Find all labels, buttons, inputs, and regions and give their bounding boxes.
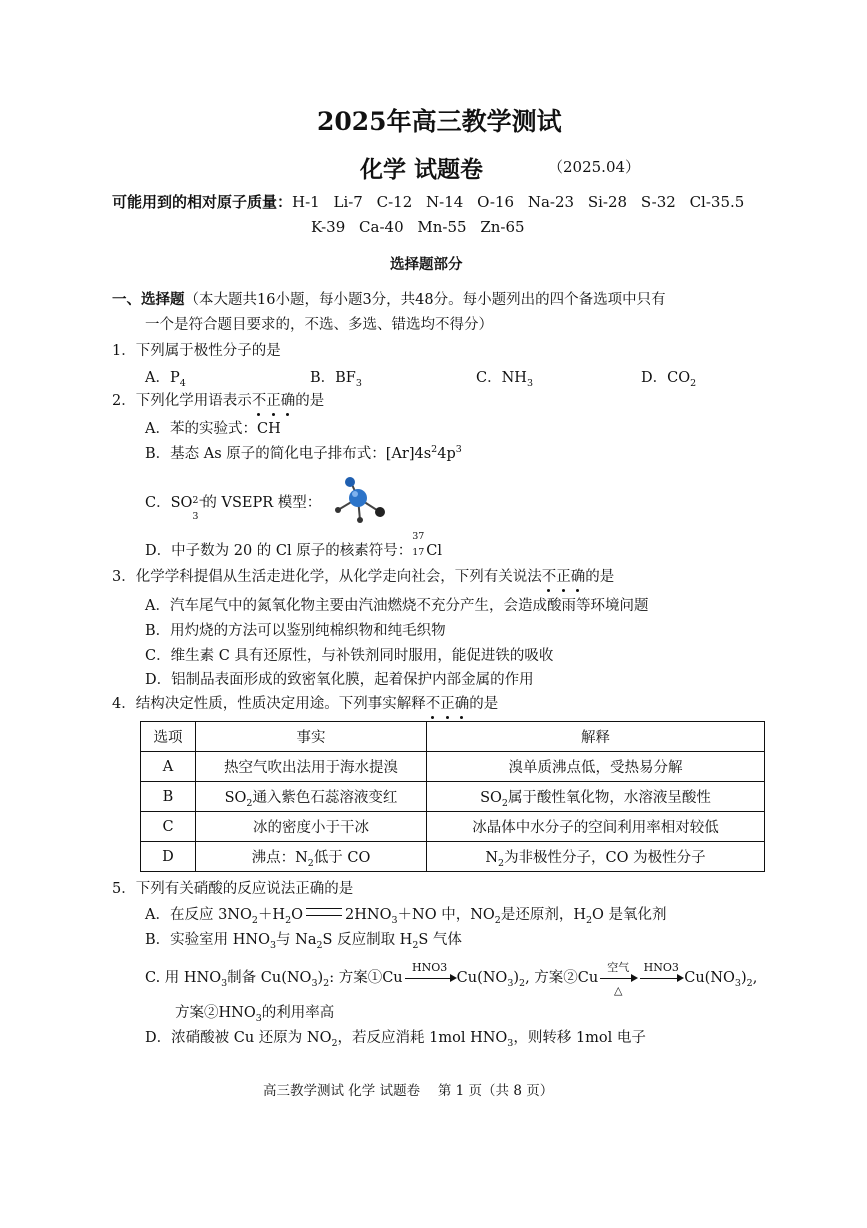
emphasis-char: 不 xyxy=(541,569,557,585)
q1-stem: 1．下列属于极性分子的是 xyxy=(112,343,281,359)
emphasis-char: 正 xyxy=(556,569,571,585)
q5-option-b: B．实验室用 $HNO_3$与 $Na_2S$ 反应制取 $H_2S$ 气体 xyxy=(145,932,462,951)
exam-date: （2025.04） xyxy=(548,158,641,176)
q1-option-a: A．$P_4$ xyxy=(145,370,186,389)
vsepr-model-image xyxy=(330,474,390,526)
section-heading: 一、选择题 xyxy=(112,291,185,308)
atomic-masses-row-1 xyxy=(112,192,744,212)
atomic-masses-label: 可能用到的相对原子质量： xyxy=(112,193,293,211)
table-cell: A xyxy=(141,752,196,782)
reaction-arrow: HNO3 xyxy=(403,972,457,986)
atomic-masses-row-2: K-39 Ca-40 Mn-55 Zn-65 xyxy=(311,218,525,236)
table-cell: $SO_2$通入紫色石蕊溶液变红 xyxy=(196,782,427,812)
section-heading-line-1 xyxy=(112,290,666,310)
q5-stem: 5．下列有关硝酸的反应说法正确的是 xyxy=(112,881,354,897)
table-cell: 冰晶体中水分子的空间利用率相对较低 xyxy=(427,812,765,842)
emphasis-char: 确 xyxy=(570,569,586,585)
section-instructions-2: 一个是符合题目要求的，不选、多选、错选均不得分） xyxy=(145,317,493,333)
q2-emphasis xyxy=(252,393,296,409)
part-title: 选择题部分 xyxy=(390,256,463,273)
table-cell: 冰的密度小于干冰 xyxy=(196,812,427,842)
table-cell: 沸点：$N_2$低于 CO xyxy=(196,842,427,872)
emphasis-char: 不 xyxy=(425,696,441,712)
table-header: 解释 xyxy=(427,722,765,752)
emphasis-char: 确 xyxy=(454,696,470,712)
table-header: 选项 xyxy=(141,722,196,752)
table-cell: 热空气吹出法用于海水提溴 xyxy=(196,752,427,782)
atomic-masses-list-1: H-1 Li-7 C-12 N-14 O-16 Na-23 Si-28 S-32 Cl-35.5 xyxy=(292,193,745,211)
q3-option-c: C．维生素 C 具有还原性，与补铁剂同时服用，能促进铁的吸收 xyxy=(145,648,554,664)
q3-stem: 3．化学学科提倡从生活走进化学，从化学走向社会，下列有关说法不正确的是 xyxy=(112,569,615,585)
q2-option-c: C．SO 2− 3 的 VSEPR 模型： xyxy=(145,495,322,522)
q1-option-c: C．$NH_3$ xyxy=(476,370,533,389)
q2-option-d: D．中子数为 20 的 Cl 原子的核素符号： 37 17 Cl xyxy=(145,531,442,559)
facts-table xyxy=(140,721,765,872)
table-cell: B xyxy=(141,782,196,812)
table-cell: C xyxy=(141,812,196,842)
q3-option-d: D．铝制品表面形成的致密氧化膜，起着保护内部金属的作用 xyxy=(145,672,534,688)
q4-stem: 4．结构决定性质，性质决定用途。下列事实解释不正确的是 xyxy=(112,696,499,712)
table-cell: $N_2$为非极性分子，CO 为极性分子 xyxy=(427,842,765,872)
emphasis-char: 确 xyxy=(280,393,296,409)
q1-option-b: B．$BF_3$ xyxy=(310,370,362,389)
q1-option-d: D．$CO_2$ xyxy=(641,370,697,389)
table-header: 事实 xyxy=(196,722,427,752)
table-row xyxy=(141,752,765,782)
table-cell: 溴单质沸点低，受热易分解 xyxy=(427,752,765,782)
q3-option-a: A．汽车尾气中的氮氧化物主要由汽油燃烧不充分产生，会造成酸雨等环境问题 xyxy=(145,598,649,614)
section-instructions-1: （本大题共16小题，每小题3分，共48分。每小题列出的四个备选项中只有 xyxy=(184,292,666,308)
q5-option-c: C. 用 $HNO_3$制备 $Cu(NO_3)_2$: 方案①Cu HNO3 $Cu(NO_3)_2$, 方案②Cu $\frac{\text{空气}}{\triangle}$ HNO3 $Cu(NO_3)_2$, xyxy=(145,961,758,997)
q2-option-a: A．苯的实验式：CH xyxy=(145,421,281,437)
emphasis-char: 正 xyxy=(266,393,281,409)
table-header-row xyxy=(141,722,765,752)
q5-option-a: A．在反应 $3NO_2+H_2O$ $2HNO_3+NO$ 中，$NO_2$是还原剂，$H_2O$ 是氧化剂 xyxy=(145,907,667,926)
emphasis-char: 正 xyxy=(440,696,455,712)
paper-subtitle: 化学 试题卷 xyxy=(360,156,484,183)
equals-sign xyxy=(306,908,342,916)
q3-option-b: B．用灼烧的方法可以鉴别纯棉织物和纯毛织物 xyxy=(145,623,446,639)
table-cell: D xyxy=(141,842,196,872)
table-row xyxy=(141,812,765,842)
table-row xyxy=(141,842,765,872)
page-footer: 高三教学测试 化学 试题卷 第 1 页（共 8 页） xyxy=(263,1083,554,1099)
q2-option-b: B．基态 As 原子的简化电子排布式：$[Ar]4s^24p^3$ xyxy=(145,444,462,462)
reaction-arrow: $\frac{\text{空气}}{\triangle}$ xyxy=(598,972,638,986)
q5-option-d: D．浓硝酸被 Cu 还原为 $NO_2$，若反应消耗 1mol $HNO_3$，则转移 1mol 电子 xyxy=(145,1030,646,1049)
table-cell: $SO_2$属于酸性氧化物，水溶液呈酸性 xyxy=(427,782,765,812)
q2-stem: 2．下列化学用语表示不正确的是 xyxy=(112,393,325,409)
table-row xyxy=(141,782,765,812)
exam-title: 2025年高三教学测试 xyxy=(317,107,562,136)
emphasis-char: 不 xyxy=(251,393,267,409)
reaction-arrow: HNO3 xyxy=(638,972,684,986)
q5-option-c-cont: 方案$②HNO_3$的利用率高 xyxy=(175,1005,335,1024)
